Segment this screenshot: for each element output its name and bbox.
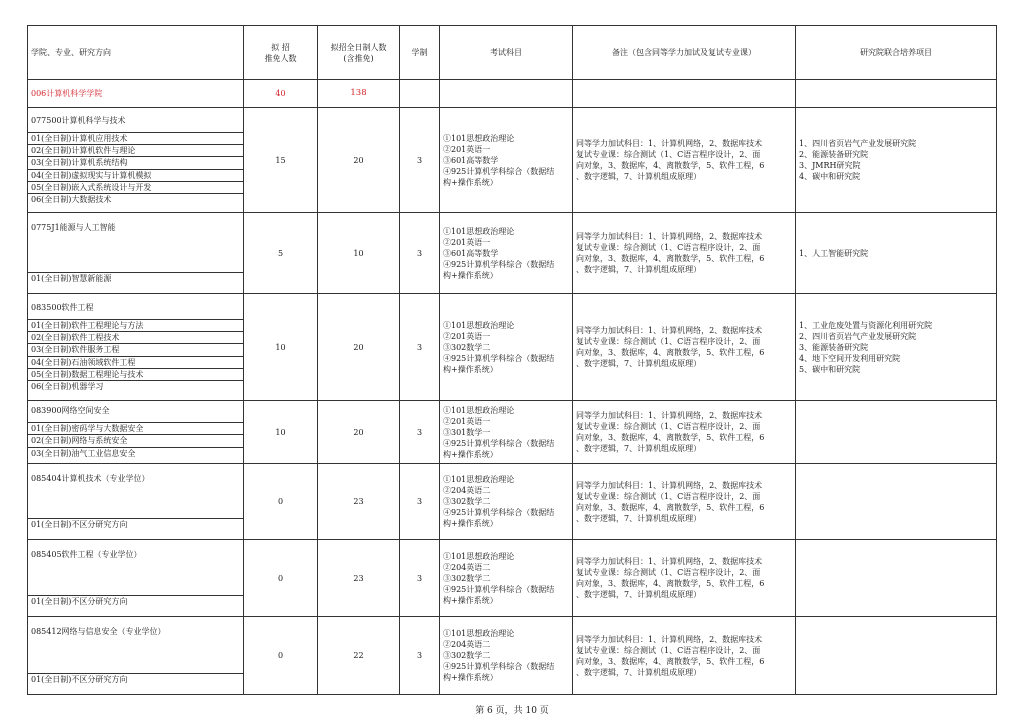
major-title: 083900网络空间安全 bbox=[31, 406, 110, 416]
notes-text-line: 向对象，3、数据库，4、离散数学，5、软件工程，6 bbox=[576, 579, 765, 588]
notes-text-line: 向对象，3、数据库，4、离散数学，5、软件工程，6 bbox=[576, 348, 765, 357]
joint-programs-line: 3、JMRH研究院 bbox=[799, 161, 861, 170]
college-row bbox=[28, 80, 997, 108]
major-exempt: 15 bbox=[244, 108, 318, 213]
major-cell bbox=[28, 617, 244, 695]
joint-programs-line: 2、四川省页岩气产业发展研究院 bbox=[799, 331, 917, 341]
major-row bbox=[28, 108, 997, 213]
joint-programs bbox=[796, 108, 997, 213]
major-row bbox=[28, 617, 997, 695]
major-fulltime: 20 bbox=[318, 108, 400, 213]
header-college: 学院、专业、研究方向 bbox=[28, 26, 244, 80]
exam-subjects-line: ①101思想政治理论 bbox=[443, 629, 515, 638]
direction-item: 02(全日制)计算机软件与理论 bbox=[28, 144, 243, 156]
exam-subjects-line: ①101思想政治理论 bbox=[443, 133, 515, 143]
exam-subjects-line: ①101思想政治理论 bbox=[443, 226, 515, 236]
exam-subjects-line: ①101思想政治理论 bbox=[443, 475, 515, 484]
major-title: 077500计算机科学与技术 bbox=[31, 115, 126, 125]
notes-text-line: 、数字逻辑，7、计算机组成原理） bbox=[576, 590, 702, 599]
direction-item: 05(全日制)数据工程理论与技术 bbox=[28, 368, 243, 380]
header-notes: 备注（包含同等学力加试及复试专业课） bbox=[573, 26, 796, 80]
direction-item: 01(全日制)不区分研究方向 bbox=[28, 595, 243, 607]
notes-text-line: 复试专业课：综合测试（1、C语言程序设计，2、面 bbox=[576, 150, 761, 159]
direction-item: 03(全日制)软件服务工程 bbox=[28, 343, 243, 355]
exam-subjects bbox=[440, 540, 573, 617]
notes-text-line: 复试专业课：综合测试（1、C语言程序设计，2、面 bbox=[576, 491, 761, 501]
notes-text bbox=[573, 401, 796, 464]
notes-text bbox=[573, 294, 796, 401]
exam-subjects-line: ③302数学二 bbox=[443, 497, 491, 506]
direction-item: 01(全日制)软件工程理论与方法 bbox=[28, 319, 243, 331]
major-row bbox=[28, 294, 997, 401]
direction-item: 06(全日制)机器学习 bbox=[28, 380, 243, 392]
major-row bbox=[28, 213, 997, 294]
exam-subjects-line: ④925计算机学科综合（数据结 bbox=[443, 353, 555, 363]
joint-programs bbox=[796, 213, 997, 294]
major-exempt: 10 bbox=[244, 401, 318, 464]
header-years: 学制 bbox=[400, 26, 440, 80]
notes-text-line: 复试专业课：综合测试（1、C语言程序设计，2、面 bbox=[576, 645, 761, 655]
direction-item: 06(全日制)大数据技术 bbox=[28, 193, 243, 205]
notes-text-line: 向对象，3、数据库，4、离散数学，5、软件工程，6 bbox=[576, 161, 765, 170]
exam-subjects-line: ③301数学一 bbox=[443, 427, 491, 437]
exam-subjects-line: ④925计算机学科综合（数据结 bbox=[443, 662, 555, 671]
exam-subjects-line: ①101思想政治理论 bbox=[443, 551, 515, 561]
direction-item: 05(全日制)嵌入式系统设计与开发 bbox=[28, 181, 243, 193]
page-footer: 第 6 页，共 10 页 bbox=[475, 706, 549, 716]
joint-programs bbox=[796, 294, 997, 401]
exam-subjects bbox=[440, 464, 573, 540]
exam-subjects-line: ②201英语一 bbox=[443, 144, 491, 154]
exam-subjects bbox=[440, 617, 573, 695]
notes-text bbox=[573, 540, 796, 617]
header-fulltime: 拟招全日制人数 (含推免) bbox=[318, 26, 400, 80]
direction-item: 01(全日制)计算机应用技术 bbox=[28, 132, 243, 144]
direction-item: 01(全日制)智慧新能源 bbox=[28, 272, 243, 284]
exam-subjects-line: 构+操作系统） bbox=[443, 177, 498, 187]
joint-programs-line: 5、碳中和研究院 bbox=[799, 364, 861, 374]
exam-subjects bbox=[440, 108, 573, 213]
exam-subjects-line: 构+操作系统） bbox=[443, 270, 498, 280]
notes-text-line: 、数字逻辑，7、计算机组成原理） bbox=[576, 265, 702, 274]
notes-text-line: 向对象，3、数据库，4、离散数学，5、软件工程，6 bbox=[576, 502, 765, 512]
major-years: 3 bbox=[400, 108, 440, 213]
direction-item: 02(全日制)网络与系统安全 bbox=[28, 434, 243, 446]
exam-subjects-line: ②201英语一 bbox=[443, 416, 491, 426]
major-years: 3 bbox=[400, 464, 440, 540]
exam-subjects-line: ④925计算机学科综合（数据结 bbox=[443, 438, 555, 448]
notes-text-line: 向对象，3、数据库，4、离散数学，5、软件工程，6 bbox=[576, 254, 765, 263]
major-years: 3 bbox=[400, 617, 440, 695]
major-fulltime: 23 bbox=[318, 540, 400, 617]
joint-programs bbox=[796, 617, 997, 695]
exam-subjects-line: ③302数学二 bbox=[443, 573, 491, 583]
major-years: 3 bbox=[400, 540, 440, 617]
major-fulltime: 20 bbox=[318, 401, 400, 464]
notes-text bbox=[573, 617, 796, 695]
major-row bbox=[28, 464, 997, 540]
joint-programs-line: 1、人工智能研究院 bbox=[799, 248, 869, 258]
joint-programs bbox=[796, 540, 997, 617]
major-cell bbox=[28, 464, 244, 540]
major-fulltime: 22 bbox=[318, 617, 400, 695]
direction-item: 03(全日制)计算机系统结构 bbox=[28, 156, 243, 168]
header-row bbox=[28, 26, 997, 80]
major-fulltime: 23 bbox=[318, 464, 400, 540]
notes-text-line: 复试专业课：综合测试（1、C语言程序设计，2、面 bbox=[576, 337, 761, 346]
exam-subjects-line: ③601高等数学 bbox=[443, 248, 499, 258]
exam-subjects-line: ②201英语一 bbox=[443, 237, 491, 247]
major-years: 3 bbox=[400, 213, 440, 294]
exam-subjects-line: 构+操作系统） bbox=[443, 673, 498, 682]
exam-subjects-line: ④925计算机学科综合（数据结 bbox=[443, 166, 555, 176]
direction-item: 04(全日制)石油领域软件工程 bbox=[28, 356, 243, 368]
exam-subjects-line: ①101思想政治理论 bbox=[443, 405, 515, 415]
notes-text-line: 向对象，3、数据库，4、离散数学，5、软件工程，6 bbox=[576, 433, 765, 442]
header-joint: 研究院联合培养项目 bbox=[796, 26, 997, 80]
exam-subjects-line: ④925计算机学科综合（数据结 bbox=[443, 584, 555, 594]
exam-subjects-line: ③302数学二 bbox=[443, 651, 491, 660]
notes-text bbox=[573, 108, 796, 213]
major-exempt: 10 bbox=[244, 294, 318, 401]
college-exempt: 40 bbox=[244, 80, 318, 108]
notes-text-line: 复试专业课：综合测试（1、C语言程序设计，2、面 bbox=[576, 568, 761, 577]
exam-subjects bbox=[440, 294, 573, 401]
exam-subjects-line: ②201英语一 bbox=[443, 331, 491, 341]
notes-text-line: 复试专业课：综合测试（1、C语言程序设计，2、面 bbox=[576, 422, 761, 431]
major-fulltime: 10 bbox=[318, 213, 400, 294]
exam-subjects-line: ④925计算机学科综合（数据结 bbox=[443, 259, 555, 269]
joint-programs bbox=[796, 464, 997, 540]
exam-subjects-line: ②204英语二 bbox=[443, 640, 491, 649]
notes-text-line: 、数字逻辑，7、计算机组成原理） bbox=[576, 513, 702, 523]
notes-text-line: 向对象，3、数据库，4、离散数学，5、软件工程，6 bbox=[576, 656, 765, 666]
notes-text-line: 同等学力加试科目：1、计算机网络，2、数据库技术 bbox=[576, 326, 763, 335]
college-name: 006计算机科学学院 bbox=[28, 80, 244, 108]
notes-text-line: 同等学力加试科目：1、计算机网络，2、数据库技术 bbox=[576, 634, 763, 644]
header-exempt: 拟 招 推免人数 bbox=[244, 26, 318, 80]
notes-text bbox=[573, 464, 796, 540]
joint-programs-line: 1、工业危废处置与资源化利用研究院 bbox=[799, 320, 933, 330]
major-title: 0775J1能源与人工智能 bbox=[31, 222, 116, 232]
joint-programs bbox=[796, 401, 997, 464]
joint-programs-line: 1、四川省页岩气产业发展研究院 bbox=[799, 139, 917, 148]
direction-item: 04(全日制)虚拟现实与计算机模拟 bbox=[28, 169, 243, 181]
joint-programs-line: 4、地下空间开发利用研究院 bbox=[799, 353, 901, 363]
major-title: 085412网络与信息安全（专业学位） bbox=[31, 626, 166, 636]
notes-text bbox=[573, 213, 796, 294]
exam-subjects-line: ③601高等数学 bbox=[443, 155, 499, 165]
enrollment-table bbox=[27, 25, 997, 695]
exam-subjects-line: ①101思想政治理论 bbox=[443, 320, 515, 330]
notes-text-line: 同等学力加试科目：1、计算机网络，2、数据库技术 bbox=[576, 411, 763, 420]
major-row bbox=[28, 540, 997, 617]
major-title: 083500软件工程 bbox=[31, 302, 94, 312]
exam-subjects-line: ②204英语二 bbox=[443, 486, 491, 495]
direction-item: 02(全日制)软件工程技术 bbox=[28, 331, 243, 343]
notes-text-line: 同等学力加试科目：1、计算机网络，2、数据库技术 bbox=[576, 139, 763, 148]
joint-programs-line: 2、能源装备研究院 bbox=[799, 150, 869, 159]
major-fulltime: 20 bbox=[318, 294, 400, 401]
direction-item: 01(全日制)不区分研究方向 bbox=[28, 673, 243, 685]
notes-text-line: 同等学力加试科目：1、计算机网络，2、数据库技术 bbox=[576, 232, 763, 241]
notes-text-line: 复试专业课：综合测试（1、C语言程序设计，2、面 bbox=[576, 243, 761, 252]
major-cell bbox=[28, 108, 244, 213]
major-exempt: 0 bbox=[244, 617, 318, 695]
major-cell bbox=[28, 540, 244, 617]
major-row bbox=[28, 401, 997, 464]
exam-subjects bbox=[440, 401, 573, 464]
major-exempt: 0 bbox=[244, 464, 318, 540]
exam-subjects-line: 构+操作系统） bbox=[443, 595, 498, 605]
major-exempt: 5 bbox=[244, 213, 318, 294]
exam-subjects-line: 构+操作系统） bbox=[443, 364, 498, 374]
header-subjects: 考试科目 bbox=[440, 26, 573, 80]
notes-text-line: 同等学力加试科目：1、计算机网络，2、数据库技术 bbox=[576, 480, 763, 490]
exam-subjects bbox=[440, 213, 573, 294]
direction-item: 01(全日制)不区分研究方向 bbox=[28, 518, 243, 530]
notes-text-line: 、数字逻辑，7、计算机组成原理） bbox=[576, 359, 702, 368]
major-years: 3 bbox=[400, 294, 440, 401]
exam-subjects-line: 构+操作系统） bbox=[443, 449, 498, 459]
direction-item: 01(全日制)密码学与大数据安全 bbox=[28, 422, 243, 434]
major-cell bbox=[28, 294, 244, 401]
exam-subjects-line: 构+操作系统） bbox=[443, 519, 498, 528]
notes-text-line: 、数字逻辑，7、计算机组成原理） bbox=[576, 172, 702, 181]
joint-programs-line: 3、能源装备研究院 bbox=[799, 342, 869, 352]
major-title: 085405软件工程（专业学位） bbox=[31, 549, 142, 559]
direction-item: 03(全日制)油气工业信息安全 bbox=[28, 447, 243, 459]
major-cell bbox=[28, 213, 244, 294]
major-title: 085404计算机技术（专业学位） bbox=[31, 473, 150, 483]
joint-programs-line: 4、碳中和研究院 bbox=[799, 172, 861, 181]
notes-text-line: 、数字逻辑，7、计算机组成原理） bbox=[576, 667, 702, 677]
major-exempt: 0 bbox=[244, 540, 318, 617]
notes-text-line: 同等学力加试科目：1、计算机网络，2、数据库技术 bbox=[576, 557, 763, 566]
exam-subjects-line: ④925计算机学科综合（数据结 bbox=[443, 508, 555, 517]
notes-text-line: 、数字逻辑，7、计算机组成原理） bbox=[576, 444, 702, 453]
exam-subjects-line: ③302数学二 bbox=[443, 342, 491, 352]
exam-subjects-line: ②204英语二 bbox=[443, 562, 491, 572]
major-cell bbox=[28, 401, 244, 464]
college-fulltime: 138 bbox=[318, 80, 400, 108]
major-years: 3 bbox=[400, 401, 440, 464]
